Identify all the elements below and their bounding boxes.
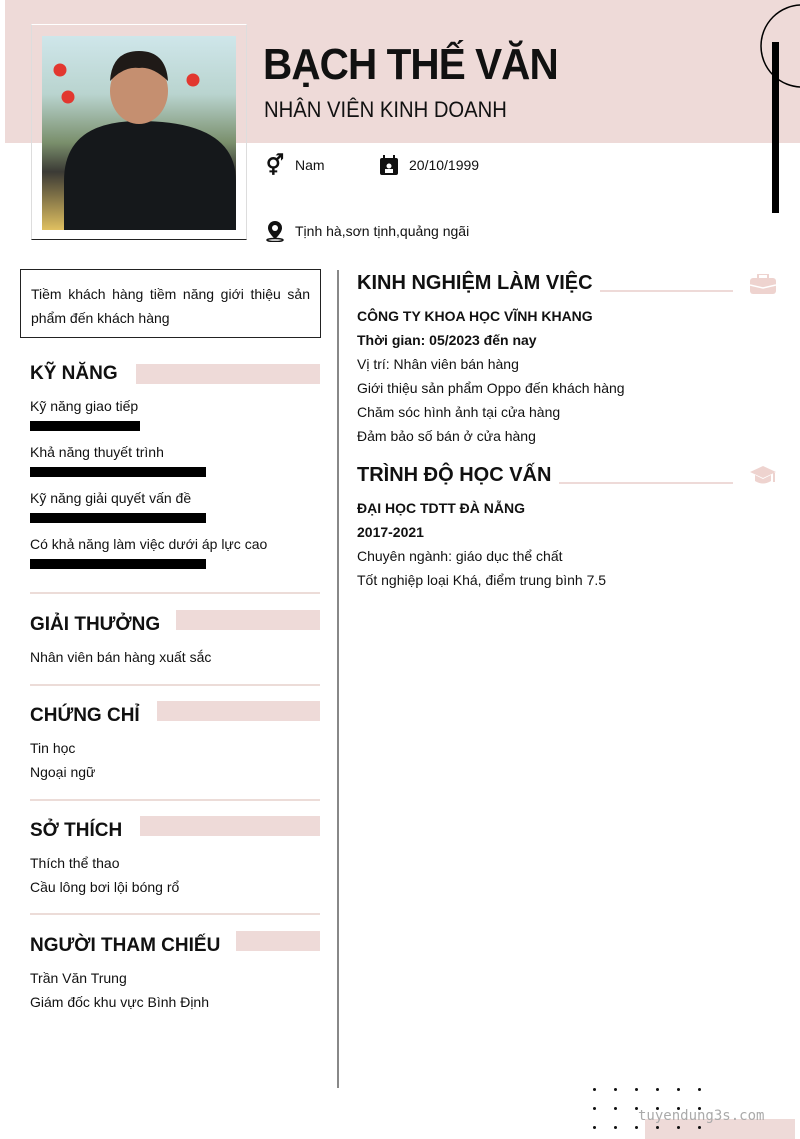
skill-bar [30, 421, 140, 431]
experience-period: Thời gian: 05/2023 đến nay [357, 332, 537, 348]
reference-item: Trần Văn Trung [30, 970, 127, 986]
divider [30, 799, 320, 801]
certificate-item: Tin học [30, 740, 76, 756]
awards-title: GIẢI THƯỞNG [30, 614, 161, 635]
hobbies-title: SỞ THÍCH [30, 820, 123, 841]
education-line: Tốt nghiệp loại Khá, điểm trung bình 7.5 [357, 572, 607, 588]
title-line [600, 290, 733, 292]
dot [635, 1126, 638, 1129]
gender-info [265, 155, 325, 175]
divider [30, 913, 320, 915]
experience-line: Vị trí: Nhân viên bán hàng [357, 356, 519, 372]
dot [593, 1126, 596, 1129]
skill-label: Kỹ năng giao tiếp [30, 398, 139, 414]
decor-circle [760, 3, 800, 93]
graduation-cap-icon [750, 466, 776, 491]
skills-title: KỸ NĂNG [30, 363, 118, 384]
hobby-item: Cầu lông bơi lội bóng rổ [30, 879, 180, 895]
dot [593, 1088, 596, 1091]
dot [698, 1126, 701, 1129]
education-title: TRÌNH ĐỘ HỌC VẤN [357, 464, 552, 486]
address-info [265, 221, 469, 241]
dot [677, 1088, 680, 1091]
title-accent [236, 931, 320, 951]
skill-bar [30, 467, 206, 477]
location-pin-icon [265, 221, 285, 241]
dot [614, 1088, 617, 1091]
title-accent [140, 816, 320, 836]
certificate-item: Ngoại ngữ [30, 764, 96, 780]
summary-box: Tiềm khách hàng tiềm năng giới thiệu sản phẩm đến khách hàng [20, 269, 321, 338]
gender-icon: ⚥ [265, 154, 285, 177]
dot [677, 1126, 680, 1129]
candidate-name: BẠCH THẾ VĂN [263, 40, 558, 89]
reference-item: Giám đốc khu vực Bình Định [30, 994, 210, 1010]
references-title: NGƯỜI THAM CHIẾU [30, 935, 221, 956]
watermark: tuyendung3s.com [638, 1108, 765, 1124]
skill-label: Có khả năng làm việc dưới áp lực cao [30, 536, 268, 552]
title-accent [136, 364, 320, 384]
decor-bar [772, 42, 779, 213]
birthday-value: 20/10/1999 [409, 157, 480, 173]
skill-label: Kỹ năng giải quyết vấn đề [30, 490, 192, 506]
award-item: Nhân viên bán hàng xuất sắc [30, 649, 212, 665]
briefcase-icon [750, 274, 776, 299]
school-name: ĐẠI HỌC TDTT ĐÀ NẴNG [357, 500, 525, 516]
experience-line: Giới thiệu sản phẩm Oppo đến khách hàng [357, 380, 625, 396]
company-name: CÔNG TY KHOA HỌC VĨNH KHANG [357, 308, 593, 324]
address-value: Tịnh hà,sơn tịnh,quảng ngãi [295, 223, 470, 239]
title-line [559, 482, 733, 484]
skill-bar [30, 559, 206, 569]
job-title: NHÂN VIÊN KINH DOANH [264, 97, 507, 122]
divider [30, 592, 320, 594]
dot [656, 1126, 659, 1129]
experience-line: Chăm sóc hình ảnh tại cửa hàng [357, 404, 561, 420]
dot [656, 1088, 659, 1091]
gender-value: Nam [295, 157, 325, 173]
experience-title: KINH NGHIỆM LÀM VIỆC [357, 272, 593, 294]
education-period: 2017-2021 [357, 524, 424, 540]
education-line: Chuyên ngành: giáo dục thể chất [357, 548, 563, 564]
title-accent [157, 701, 320, 721]
profile-photo [42, 36, 236, 230]
experience-line: Đảm bảo số bán ở cửa hàng [357, 428, 536, 444]
dot [614, 1107, 617, 1110]
calendar-icon [379, 155, 399, 175]
column-divider [337, 270, 339, 1088]
dot [698, 1088, 701, 1091]
dot [635, 1088, 638, 1091]
hobby-item: Thích thể thao [30, 855, 120, 871]
birthday-info [379, 155, 479, 175]
divider [30, 684, 320, 686]
dot [614, 1126, 617, 1129]
dot [593, 1107, 596, 1110]
certificates-title: CHỨNG CHỈ [30, 705, 140, 726]
skill-bar [30, 513, 206, 523]
title-accent [176, 610, 320, 630]
skill-label: Khả năng thuyết trình [30, 444, 164, 460]
